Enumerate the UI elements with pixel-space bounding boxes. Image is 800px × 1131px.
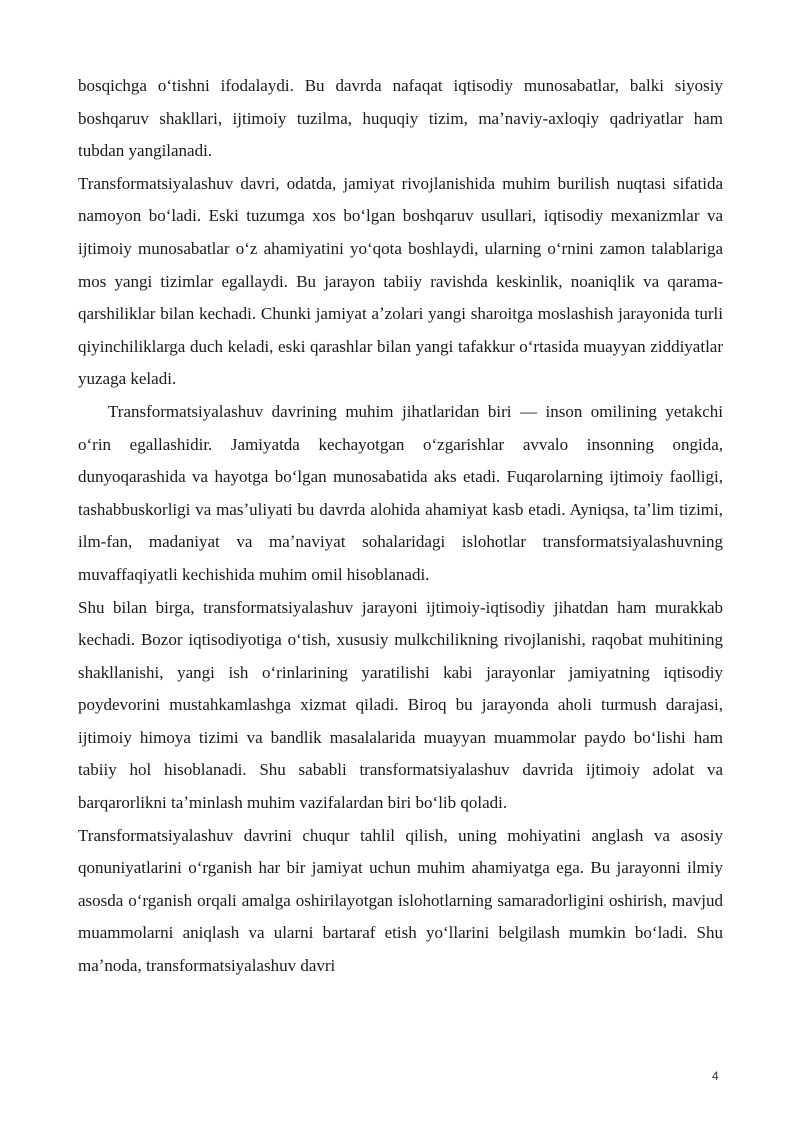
paragraph-5: Transformatsiyalashuv davrini chuqur tahlil qilish, uning mohiyatini anglash va asosiy qonuniyatlarini oʻrganish har bir jamiyat uchun muhim ahamiyatga ega. Bu jarayonni ilmiy asosda oʻrganish orqali amalga oshirilayotgan islohotlarning samaradorligini oshirish, mavjud muammolarni aniqlash va ularni bartaraf etish yoʻllarini belgilash mumkin boʻladi. Shu maʼnoda, transformatsiyalashuv davri [78,825,723,976]
paragraph-1: bosqichga oʻtishni ifodalaydi. Bu davrda nafaqat iqtisodiy munosabatlar, balki siyosiy boshqaruv shakllari, ijtimoiy tuzilma, huquqiy tizim, maʼnaviy-axloqiy qadriyatlar ham tubdan yangilanadi. [78,76,723,161]
paragraph-2: Transformatsiyalashuv davri, odatda, jamiyat rivojlanishida muhim burilish nuqtasi sifatida namoyon boʻladi. Eski tuzumga xos boʻlgan boshqaruv usullari, iqtisodiy mexanizmlar va ijtimoiy munosabatlar oʻz ahamiyatini yoʻqota boshlaydi, ularning oʻrnini zamon talablariga mos yangi tizimlar egallaydi. Bu jarayon tabiiy ravishda keskinlik, noaniqlik va qarama-qarshiliklar bilan kechadi. Chunki jamiyat aʼzolari yangi sharoitga moslashish jarayonida turli qiyinchiliklarga duch keladi, eski qarashlar bilan yangi tafakkur oʻrtasida muayyan ziddiyatlar yuzaga keladi. [78,173,723,389]
page-number: 4 [712,1069,719,1083]
paragraph-3: Transformatsiyalashuv davrining muhim jihatlaridan biri — inson omilining yetakchi oʻrin egallashidir. Jamiyatda kechayotgan oʻzgarishlar avvalo insonning ongida, dunyoqarashida va hayotga boʻlgan munosabatida aks etadi. Fuqarolarning ijtimoiy faolligi, tashabbuskorligi va masʼuliyati bu davrda alohida ahamiyat kasb etadi. Ayniqsa, taʼlim tizimi, ilm-fan, madaniyat va maʼnaviyat sohalaridagi islohotlar transformatsiyalashuvning muvaffaqiyatli kechishida muhim omil hisoblanadi. [78,401,723,584]
paragraph-4: Shu bilan birga, transformatsiyalashuv jarayoni ijtimoiy-iqtisodiy jihatdan ham murakkab kechadi. Bozor iqtisodiyotiga oʻtish, xususiy mulkchilikning rivojlanishi, raqobat muhitining shakllanishi, yangi ish oʻrinlarining yaratilishi kabi jarayonlar jamiyatning iqtisodiy poydevorini mustahkamlashga xizmat qiladi. Biroq bu jarayonda aholi turmush darajasi, ijtimoiy himoya tizimi va bandlik masalalarida muayyan muammolar paydo boʻlishi ham tabiiy hol hisoblanadi. Shu sababli transformatsiyalashuv davrida ijtimoiy adolat va barqarorlikni taʼminlash muhim vazifalardan biri boʻlib qoladi. [78,597,723,813]
page-body [78,70,723,983]
